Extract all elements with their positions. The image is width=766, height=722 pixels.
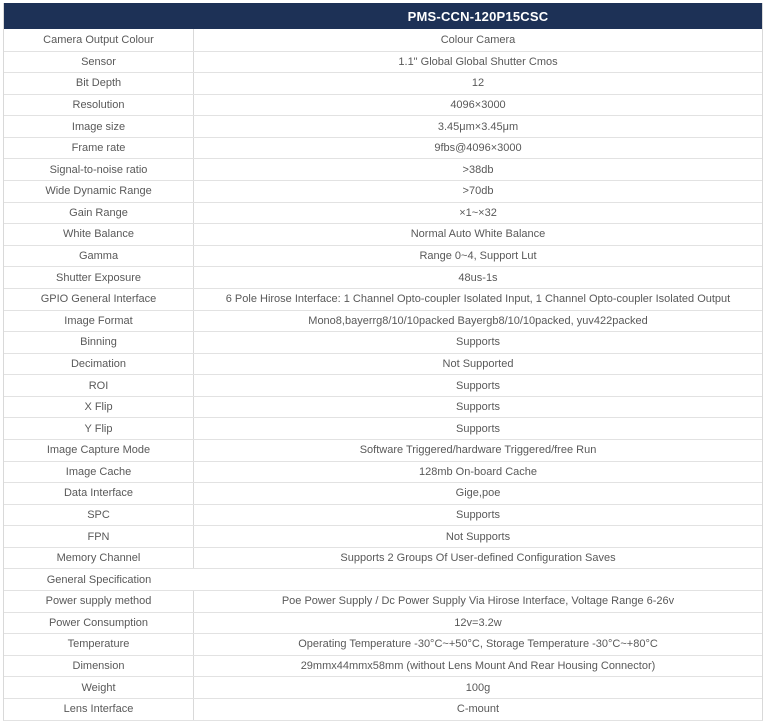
spec-label: Memory Channel xyxy=(4,548,194,569)
table-row xyxy=(4,396,762,418)
spec-label: Gamma xyxy=(4,246,194,267)
table-row xyxy=(4,374,762,396)
spec-label: Image Capture Mode xyxy=(4,440,194,461)
camera-spec-table xyxy=(3,3,763,721)
spec-value: C-mount xyxy=(456,703,500,716)
spec-label: Decimation xyxy=(4,354,194,375)
spec-value: Supports 2 Groups Of User-defined Configuration Saves xyxy=(340,552,616,565)
spec-value: Software Triggered/hardware Triggered/free Run xyxy=(359,444,597,457)
spec-label: Camera Output Colour xyxy=(4,29,194,51)
spec-label: Temperature xyxy=(4,634,194,655)
spec-label: SPC xyxy=(4,505,194,526)
spec-value: 6 Pole Hirose Interface: 1 Channel Opto-coupler Isolated Input, 1 Channel Opto-coupler Isolated Output xyxy=(225,293,731,306)
spec-value: Supports xyxy=(455,336,501,349)
spec-value: Normal Auto White Balance xyxy=(410,228,546,241)
table-row xyxy=(4,353,762,375)
spec-value: 100g xyxy=(465,681,491,694)
spec-value: Colour Camera xyxy=(440,33,516,46)
table-row xyxy=(4,633,762,655)
spec-label: ROI xyxy=(4,375,194,396)
spec-label: Image Cache xyxy=(4,462,194,483)
table-row xyxy=(4,676,762,698)
spec-label: Power supply method xyxy=(4,591,194,612)
table-row xyxy=(4,29,762,51)
spec-value: 3.45μm×3.45μm xyxy=(437,120,519,133)
spec-label: Resolution xyxy=(4,95,194,116)
table-row xyxy=(4,180,762,202)
table-row xyxy=(4,504,762,526)
spec-label: Signal-to-noise ratio xyxy=(4,159,194,180)
spec-label: Binning xyxy=(4,332,194,353)
spec-value: ×1~×32 xyxy=(459,206,497,219)
table-row xyxy=(4,51,762,73)
spec-label: Wide Dynamic Range xyxy=(4,181,194,202)
table-row xyxy=(4,698,762,720)
spec-value: 128mb On-board Cache xyxy=(418,465,537,478)
spec-label: Shutter Exposure xyxy=(4,267,194,288)
spec-value: Supports xyxy=(455,379,501,392)
table-row xyxy=(4,331,762,353)
spec-value: Supports xyxy=(455,509,501,521)
spec-value: Not Supported xyxy=(442,357,514,370)
table-row xyxy=(4,439,762,461)
spec-label: Power Consumption xyxy=(4,613,194,634)
spec-value: 1.1" Global Global Shutter Cmos xyxy=(398,55,558,68)
spec-label: Dimension xyxy=(4,656,194,677)
spec-value: 9fbs@4096×3000 xyxy=(434,142,522,155)
spec-value: 29mmx44mmx58mm (without Lens Mount And Rear Housing Connector) xyxy=(300,660,656,673)
spec-value: >38db xyxy=(462,163,494,176)
table-row xyxy=(4,590,762,612)
spec-value: 4096×3000 xyxy=(450,99,506,112)
table-row xyxy=(4,612,762,634)
spec-label: Image Format xyxy=(4,311,194,332)
table-row xyxy=(4,417,762,439)
table-row xyxy=(4,525,762,547)
product-model-title: PMS-CCN-120P15CSC xyxy=(407,8,549,24)
spec-value: 12 xyxy=(471,77,485,90)
table-row xyxy=(4,266,762,288)
spec-label: Lens Interface xyxy=(4,699,194,720)
spec-label: Data Interface xyxy=(4,483,194,504)
spec-label: Weight xyxy=(4,677,194,698)
table-row xyxy=(4,547,762,569)
table-row xyxy=(4,461,762,483)
table-row xyxy=(4,245,762,267)
table-row xyxy=(4,288,762,310)
table-row xyxy=(4,137,762,159)
table-row xyxy=(4,482,762,504)
spec-value: Range 0~4, Support Lut xyxy=(419,250,537,263)
spec-label: GPIO General Interface xyxy=(4,289,194,310)
table-row xyxy=(4,568,762,590)
spec-label: Sensor xyxy=(4,52,194,73)
spec-label: X Flip xyxy=(4,397,194,418)
spec-label: Gain Range xyxy=(4,203,194,224)
table-row xyxy=(4,223,762,245)
spec-label: Frame rate xyxy=(4,138,194,159)
spec-label: Bit Depth xyxy=(4,73,194,94)
spec-label: General Specification xyxy=(46,573,152,586)
spec-value: Gige,poe xyxy=(455,487,501,500)
table-row xyxy=(4,202,762,224)
spec-value: 12v=3.2w xyxy=(454,616,502,629)
spec-label: FPN xyxy=(4,526,194,547)
table-row xyxy=(4,655,762,677)
spec-label: White Balance xyxy=(4,224,194,245)
table-row xyxy=(4,72,762,94)
spec-value: Not Supports xyxy=(445,530,511,543)
table-header xyxy=(4,3,762,29)
spec-rows-container xyxy=(4,29,762,720)
spec-value: 48us-1s xyxy=(458,271,498,284)
spec-value: Supports xyxy=(455,401,501,414)
spec-value: >70db xyxy=(462,185,494,198)
table-row xyxy=(4,115,762,137)
table-row xyxy=(4,158,762,180)
table-row xyxy=(4,94,762,116)
table-row xyxy=(4,310,762,332)
spec-label: Image size xyxy=(4,116,194,137)
spec-label: Y Flip xyxy=(4,418,194,439)
spec-value: Mono8,bayerrg8/10/10packed Bayergb8/10/10packed, yuv422packed xyxy=(308,314,648,327)
spec-value: Supports xyxy=(455,422,501,435)
spec-value: Operating Temperature -30°C~+50°C, Storage Temperature -30°C~+80°C xyxy=(298,638,658,651)
spec-value: Poe Power Supply / Dc Power Supply Via Hirose Interface, Voltage Range 6-26v xyxy=(281,595,675,608)
